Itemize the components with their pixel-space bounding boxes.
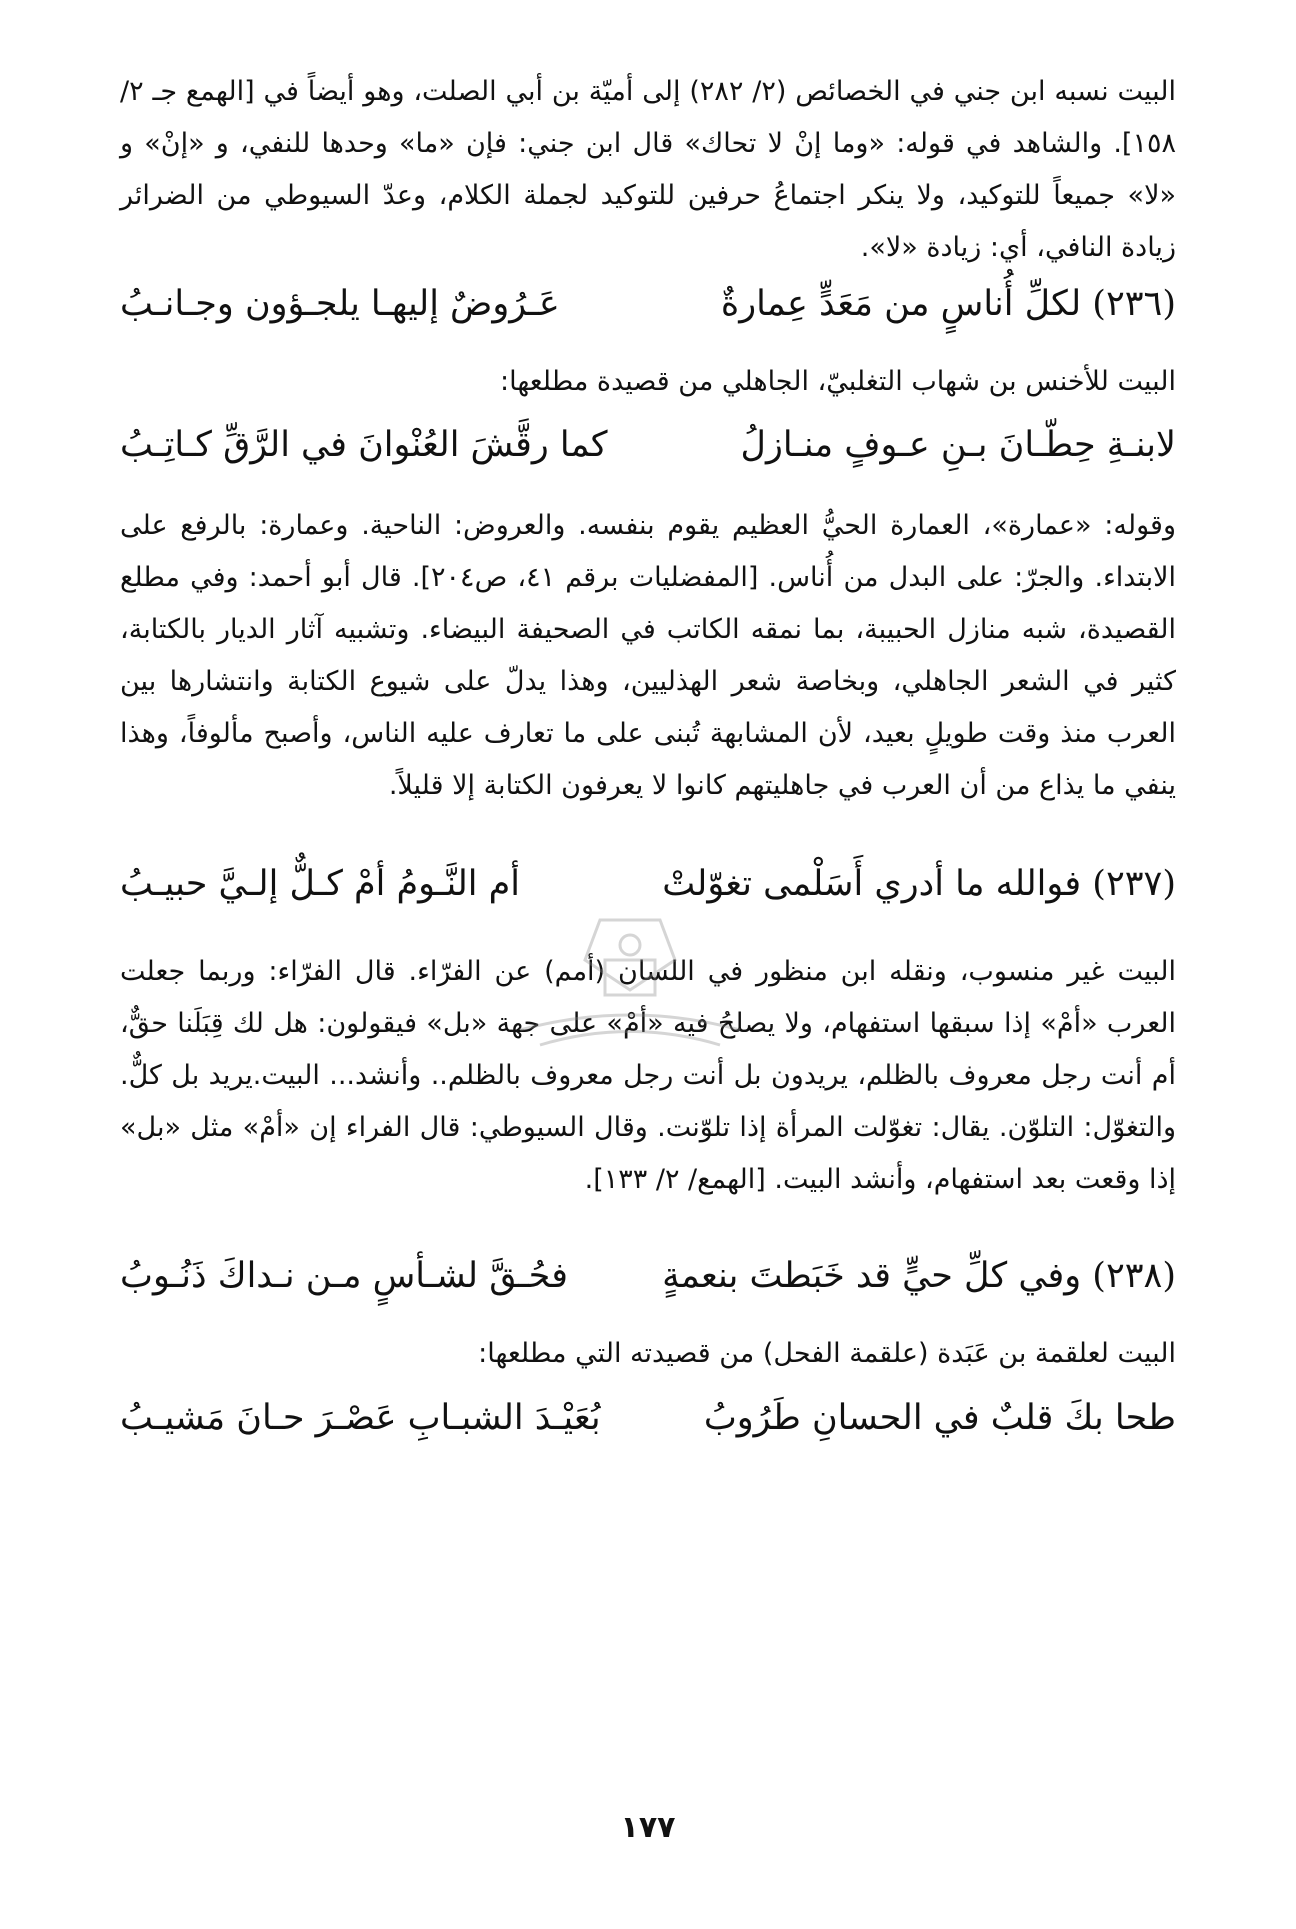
verse-236-second-hemistich: عَـرُوضٌ إليهـا يلجـؤون وجـانـبُ [120,284,560,324]
paragraph-attribution-238: البيت لعلقمة بن عَبَدة (علقمة الفحل) من قصيدته التي مطلعها: [478,1338,1176,1369]
verse-238-second-hemistich: فحُـقَّ لشـأسٍ مـن نـداكَ ذَنُـوبُ [120,1256,568,1296]
paragraph-commentary-237: البيت غير منسوب، ونقله ابن منظور في اللسان (أمم) عن الفرّاء. قال الفرّاء: وربما جعلت العرب «أمْ» إذا سبقها استفهام، ولا يصلحُ فيه «أمْ» على جهة «بل» فيقولون: هل لك قِبَلَنا حقٌّ، أم أنت رجل معروف بالظلم، يريدون بل أنت رجل معروف بالظلم.. وأنشد... البيت.يريد بل كلٌّ. والتغوّل: التلوّن. يقال: تغوّلت المرأة إذا تلوّنت. وقال السيوطي: قال الفراء إن «أمْ» مثل «بل» إذا وقعت بعد استفهام، وأنشد البيت. [الهمع/ ٢/ ١٣٣]. [120,956,1176,1195]
verse-236-opening [120,425,1176,495]
paragraph-attribution-236: البيت للأخنس بن شهاب التغلبيّ، الجاهلي من قصيدة مطلعها: [500,366,1176,397]
verse-236-first-hemistich: (٢٣٦) لكلِّ أُناسٍ من مَعَدٍّ عِمارةٌ [720,284,1176,324]
verse-238-opening-second-hemistich: بُعَيْـدَ الشبـابِ عَصْـرَ حـانَ مَشيـبُ [120,1398,601,1438]
page-number: ١٧٧ [620,1810,676,1845]
paragraph-commentary-236: وقوله: «عمارة»، العمارة الحيُّ العظيم يقوم بنفسه. والعروض: الناحية. وعمارة: بالرفع على الابتداء. والجرّ: على البدل من أُناس. [المفضليات برقم ٤١، ص٢٠٤]. قال أبو أحمد: وفي مطلع القصيدة، شبه منازل الحبيبة، بما نمقه الكاتب في الصحيفة البيضاء. وتشبيه آثار الديار بالكتابة، كثير في الشعر الجاهلي، وبخاصة شعر الهذليين، وهذا يدلّ على شيوع الكتابة وانتشارها بين العرب منذ وقت طويلٍ بعيد، لأن المشابهة تُبنى على ما تعارف عليه الناس، وأصبح مألوفاً، وهذا ينفي ما يذاع من أن العرب في جاهليتهم كانوا لا يعرفون الكتابة إلا قليلاً. [120,510,1176,801]
verse-237-first-hemistich: (٢٣٧) فوالله ما أدري أَسَلْمى تغوّلتْ [662,864,1176,904]
verse-237-second-hemistich: أم النَّـومُ أمْ كـلٌّ إلـيَّ حبيـبُ [120,864,520,904]
verse-236 [120,284,1176,354]
seal-stamp-icon [480,900,780,1070]
paragraph-footnote-235: البيت نسبه ابن جني في الخصائص (٢/ ٢٨٢) إلى أميّة بن أبي الصلت، وهو أيضاً في [الهمع جـ ٢/ ١٥٨]. والشاهد في قوله: «وما إنْ لا تحاك» قال ابن جني: فإن «ما» وحدها للنفي، و «إنْ» و «لا» جميعاً للتوكيد، ولا ينكر اجتماعُ حرفين للتوكيد لجملة الكلام، وعدّ السيوطي من الضرائر زيادة النافي، أي: زيادة «لا». [120,76,1176,263]
verse-238 [120,1256,1176,1326]
verse-236-opening-first-hemistich: لابنـةِ حِطّـانَ بـنِ عـوفٍ منـازلُ [740,425,1176,465]
verse-236-opening-second-hemistich: كما رقَّشَ العُنْوانَ في الرَّقِّ كـاتِـبُ [120,425,608,465]
verse-238-opening [120,1398,1176,1468]
verse-238-first-hemistich: (٢٣٨) وفي كلِّ حيٍّ قد خَبَطتَ بنعمةٍ [662,1256,1176,1296]
verse-238-opening-first-hemistich: طحا بكَ قلبٌ في الحسانِ طَرُوبُ [703,1398,1176,1438]
